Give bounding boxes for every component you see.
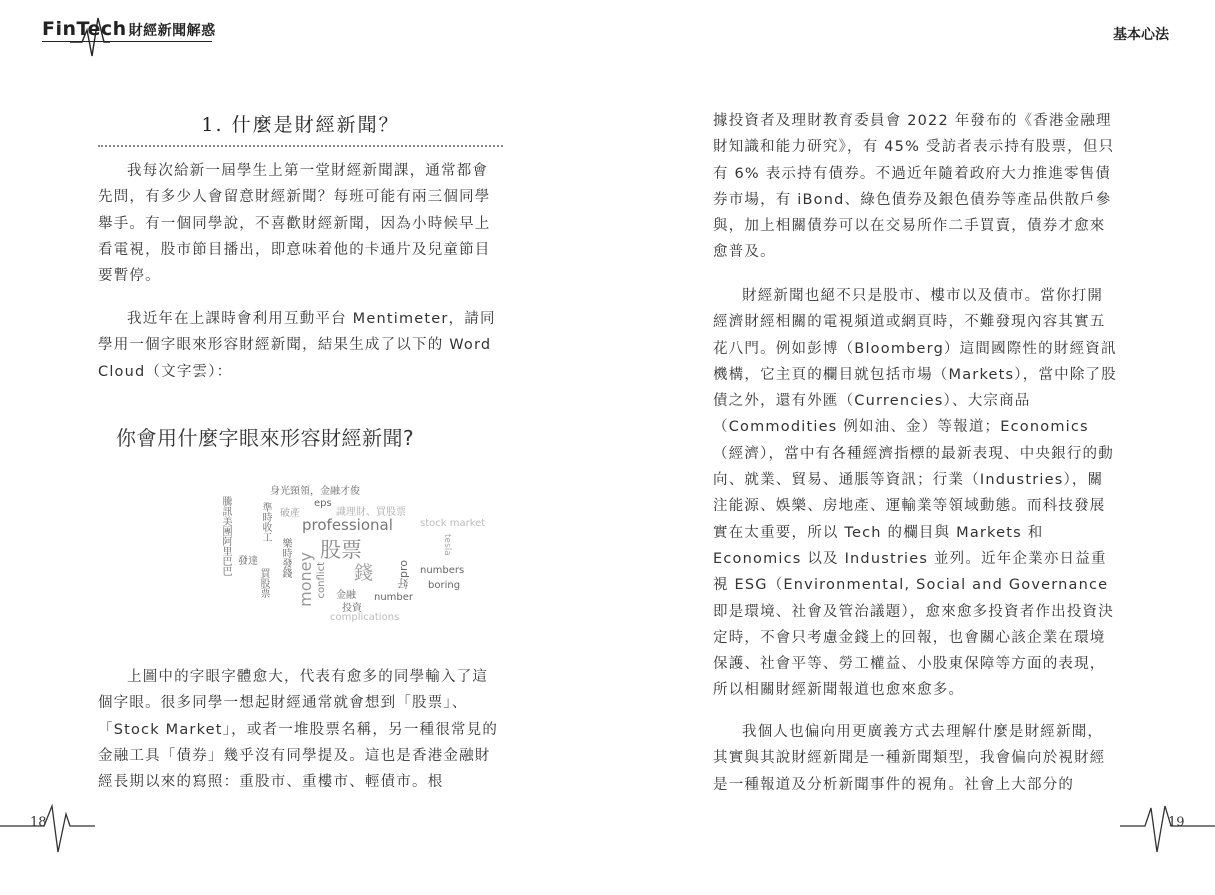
wc-word: 好pro [397, 560, 410, 589]
wc-word: conflict [316, 562, 327, 599]
left-paragraph-2: 我近年在上課時會利用互動平台 Mentimeter，請同學用一個字眼來形容財經新聞，結果生成了以下的 Word Cloud（文字雲）： [98, 311, 496, 380]
left-paragraph-1: 我每次給新一屆學生上第一堂財經新聞課，通常都會先問，有多少人會留意財經新聞？每班可能有兩三個同學舉手。有一個同學說，不喜歡財經新聞，因為小時候早上看電視，股市節目播出，即意味着他的卡通片及兒童節目要暫停。 [98, 163, 491, 285]
wc-word: 身光頸領，金融才俊 [270, 486, 360, 497]
wc-word: 錢 [354, 562, 374, 584]
wc-word: 騰訊美團阿里巴巴 [220, 496, 231, 576]
right-paragraph-1: 據投資者及理財教育委員會 2022 年發布的《香港金融理財知識和能力研究》，有 45% 受訪者表示持有股票，但只有 6% 表示持有債券。不過近年隨着政府大力推進零售債券市場，有 iBond、綠色債券及銀色債券等產品供散戶參與，加上相關債券可以在交易所作二手買賣，債券才愈來愈普及。 [713, 113, 1115, 261]
section-header: 基本心法 [1113, 27, 1169, 43]
left-paragraph-3: 上圖中的字眼字體愈大，代表有愈多的同學輸入了這個字眼。很多同學一想起財經通常就會想到「股票」、「Stock Market」，或者一堆股票名稱，另一種很常見的金融工具「債券」幾乎沒有同學提及。這也是香港金融財經長期以來的寫照：重股市、重樓市、輕債市。根 [98, 669, 499, 791]
brand-logo [42, 18, 216, 40]
wc-word: stock market [420, 518, 486, 529]
wc-word: eps [314, 498, 332, 509]
word-cloud [210, 478, 500, 628]
page-title: 1. 什麼是財經新聞？ [201, 114, 400, 136]
wc-word: 金融 [336, 590, 356, 601]
wc-word: boring [428, 580, 461, 591]
wc-word: 識理財、買股票 [336, 507, 406, 518]
heartbeat-icon [0, 800, 100, 860]
right-paragraph-3: 我個人也偏向用更廣義方式去理解什麼是財經新聞，其實與其說財經新聞是一種新聞類型，我會偏向於視財經是一種報道及分析新聞事件的視角。社會上大部分的 [713, 724, 1106, 793]
dotted-divider [98, 145, 503, 147]
wc-word: number [374, 592, 414, 603]
wc-word: 發達 [238, 556, 258, 567]
wc-word: numbers [420, 565, 465, 576]
page-number-left: 18 [30, 815, 47, 830]
wc-word: professional [302, 516, 393, 534]
right-paragraph-2: 財經新聞也絕不只是股市、樓市以及債市。當你打開經濟財經相關的電視頻道或網頁時，不難發現內容其實五花八門。例如彭博（Bloomberg）這間國際性的財經資訊機構，它主頁的欄目就包括市場（Markets），當中除了股債之外，還有外匯（Currencies）、大宗商品（Commodities 例如油、金）等報道；Economics（經濟），當中有各種經濟指標的最新表現、中央銀行的動向、就業、貿易、通脹等資訊；行業（Industries），關注能源、娛樂、房地產、運輸業等領域動態。而科技發展實在太重要，所以 Tech 的欄目與 Markets 和 Economics 以及 Industries 並列。近年企業亦日益重視 ESG（Environmental, Social and Governance 即是環境、社會及管治議題），愈來愈多投資者作出投資決定時，不會只考慮金錢上的回報，也會關心該企業在環境保護、社會平等、勞工權益、小股東保障等方面的表現，所以相關財經新聞報道也愈來愈多。 [713, 288, 1117, 699]
wc-word: 股票 [320, 538, 362, 562]
wc-word: money [296, 552, 315, 607]
wc-word: 破產 [280, 508, 300, 519]
heartbeat-icon [1115, 800, 1215, 860]
wc-word: complications [330, 612, 400, 623]
brand-subtitle: 財經新聞解惑 [128, 23, 216, 39]
heartbeat-icon [70, 10, 110, 60]
brand-name: FinTech [42, 18, 127, 40]
page-number-right: 19 [1168, 815, 1185, 830]
word-cloud-question: 你會用什麼字眼來形容財經新聞? [116, 426, 415, 450]
brand-underline [42, 41, 212, 42]
wc-word: 準時收工 [260, 502, 271, 542]
wc-word: tesla [442, 534, 452, 556]
wc-word: 樂時發錢 [280, 538, 291, 578]
wc-word: 投資 [342, 603, 362, 614]
wc-word: 買股票 [258, 568, 269, 598]
